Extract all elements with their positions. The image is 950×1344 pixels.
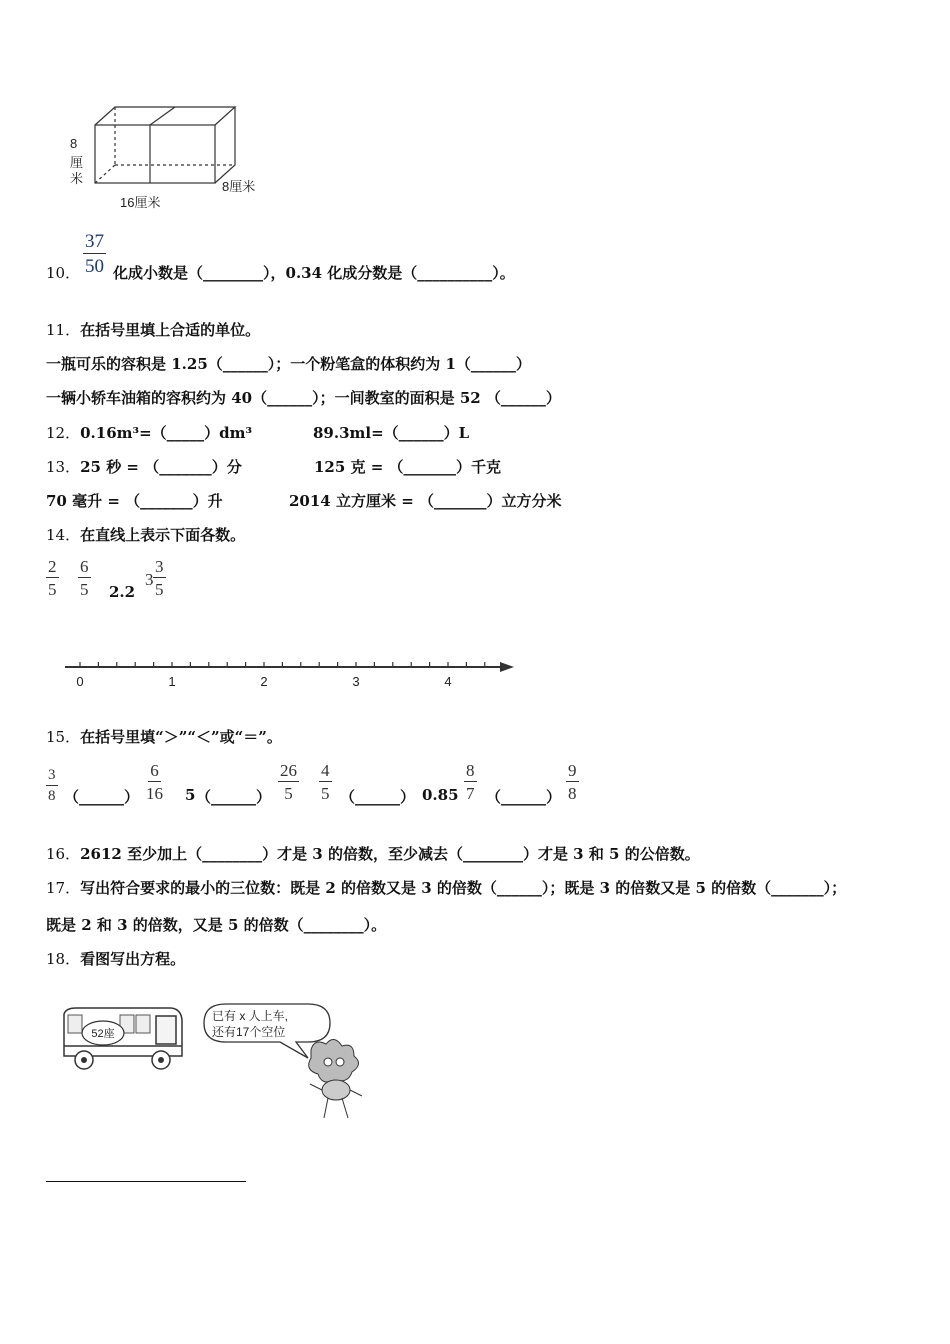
q16-text: 2612 至少加上（________）才是 3 的倍数，至少减去（________）才是 3 和 5 的公倍数。 xyxy=(80,845,700,863)
cuboid-figure xyxy=(60,100,280,215)
fraction-numerator: 9 xyxy=(568,761,577,780)
q13-part-a: 25 秒 = （_______）分 xyxy=(80,458,242,476)
fraction-numerator: 3 xyxy=(155,557,164,576)
q18-number: 18． xyxy=(46,950,81,968)
q15-fraction-e xyxy=(464,762,477,802)
q10-text-a: 化成小数是（ xyxy=(113,264,204,282)
q14-title-line xyxy=(46,525,245,545)
q14-decimal: 2.2 xyxy=(109,583,136,601)
q12-line xyxy=(46,423,252,443)
q10-blank-b[interactable]: __________ xyxy=(417,264,493,282)
q10-blank-a[interactable]: ________ xyxy=(203,264,264,282)
q14-title: 在直线上表示下面各数。 xyxy=(80,526,246,544)
fraction-numerator: 2 xyxy=(48,557,57,576)
q13-part-d: 2014 立方厘米 = （_______）立方分米 xyxy=(289,492,562,510)
bus-illustration xyxy=(56,1006,188,1076)
q11-number: 11． xyxy=(46,321,81,339)
q10-text xyxy=(113,262,515,283)
cuboid-height-digit: 8 xyxy=(70,136,78,151)
q16-line xyxy=(46,844,700,864)
q12-part-b: 89.3ml=（______）L xyxy=(313,424,470,442)
q15-fraction-f xyxy=(566,762,579,802)
q15-blank-2[interactable]: （______） xyxy=(196,788,272,806)
fraction-numerator: 3 xyxy=(46,768,58,786)
bus-seat-sign: 52座 xyxy=(91,1028,115,1040)
fraction-denominator: 5 xyxy=(80,580,89,599)
fraction-numerator: 6 xyxy=(150,761,159,780)
q18-title: 看图写出方程。 xyxy=(80,950,186,968)
q15-blank-3[interactable]: （______） xyxy=(340,788,416,806)
fraction-denominator: 8 xyxy=(568,784,577,803)
fraction-denominator: 5 xyxy=(284,784,293,803)
q11-line-1: 一瓶可乐的容积是 1.25（______）；一个粉笔盒的体积约为 1（______） xyxy=(46,355,531,373)
fraction-denominator: 50 xyxy=(85,256,104,277)
q17-line-1 xyxy=(46,878,846,898)
q10-fraction xyxy=(83,232,106,276)
fraction-numerator: 8 xyxy=(466,761,475,780)
speech-bubble-illustration xyxy=(196,998,386,1126)
q11-line-2: 一辆小轿车油箱的容积约为 40（______）；一间教室的面积是 52 （______） xyxy=(46,389,561,407)
q15-title: 在括号里填“＞”“＜”或“＝”。 xyxy=(80,728,282,746)
q15-decimal: 0.85 xyxy=(422,786,459,804)
q15-fraction-d xyxy=(319,762,332,802)
cuboid-length-label: 16厘米 xyxy=(120,195,161,210)
q10-number: 10． xyxy=(46,264,81,282)
number-line-label: 2 xyxy=(260,674,268,689)
q12-part-a: 0.16m³=（_____）dm³ xyxy=(80,424,253,442)
q15-blank-1[interactable]: （______） xyxy=(64,788,140,806)
q14-mixed-fraction xyxy=(153,558,166,598)
q17-line-2: 既是 2 和 3 的倍数，又是 5 的倍数（________）。 xyxy=(46,916,387,934)
q11-title-line xyxy=(46,320,260,340)
q15-fraction-c xyxy=(278,762,299,802)
fraction-numerator: 26 xyxy=(280,761,297,780)
number-line-label: 4 xyxy=(444,674,452,689)
q13-part-b: 125 克 = （_______）千克 xyxy=(314,458,502,476)
fraction-numerator: 4 xyxy=(321,761,330,780)
q16-number: 16． xyxy=(46,845,81,863)
q18-title-line xyxy=(46,949,185,969)
number-line-label: 0 xyxy=(76,674,84,689)
q13-number: 13． xyxy=(46,458,81,476)
fraction-denominator: 7 xyxy=(466,784,475,803)
answer-line[interactable] xyxy=(46,1181,246,1182)
q17-number: 17． xyxy=(46,879,81,897)
q15-fraction-b xyxy=(146,762,163,802)
q15-title-line xyxy=(46,727,282,747)
q11-title: 在括号里填上合适的单位。 xyxy=(80,321,261,339)
fraction-denominator: 5 xyxy=(155,580,164,599)
bubble-text-1: 已有 x 人上车, xyxy=(212,1009,289,1023)
q14-fraction-2 xyxy=(78,558,91,598)
cartoon-character xyxy=(309,1039,362,1118)
fraction-numerator: 6 xyxy=(80,557,89,576)
fraction-denominator: 5 xyxy=(321,784,330,803)
number-line-label: 1 xyxy=(168,674,176,689)
q13-part-c: 70 毫升 = （_______）升 xyxy=(46,492,223,510)
fraction-denominator: 8 xyxy=(48,788,56,804)
q17-text-1: 写出符合要求的最小的三位数：既是 2 的倍数又是 3 的倍数（______）；既是 3 的倍数又是 5 的倍数（_______）； xyxy=(80,879,847,897)
q13-line-1 xyxy=(46,457,242,477)
q10-text-c: ）。 xyxy=(492,264,515,282)
cuboid-width-label: 8厘米 xyxy=(222,179,256,194)
number-line-labels xyxy=(76,674,451,689)
q15-fraction-a xyxy=(46,768,58,804)
q15-five: 5 xyxy=(185,786,196,804)
q14-fraction-1 xyxy=(46,558,59,598)
cuboid-height-unit-2: 米 xyxy=(70,171,84,186)
number-line-arrow xyxy=(500,662,514,672)
q14-number: 14． xyxy=(46,526,81,544)
q14-mixed-whole: 3 xyxy=(145,570,154,589)
number-line-label: 3 xyxy=(352,674,360,689)
q15-number: 15． xyxy=(46,728,81,746)
fraction-denominator: 16 xyxy=(146,784,163,803)
q10-text-b: ），0.34 化成分数是（ xyxy=(263,264,418,282)
fraction-denominator: 5 xyxy=(48,580,57,599)
q12-number: 12． xyxy=(46,424,81,442)
cuboid-height-unit-1: 厘 xyxy=(70,155,84,170)
q15-blank-4[interactable]: （______） xyxy=(486,788,562,806)
bubble-text-2: 还有17个空位 xyxy=(212,1025,286,1039)
fraction-numerator: 37 xyxy=(85,231,104,252)
number-line[interactable] xyxy=(60,652,530,694)
